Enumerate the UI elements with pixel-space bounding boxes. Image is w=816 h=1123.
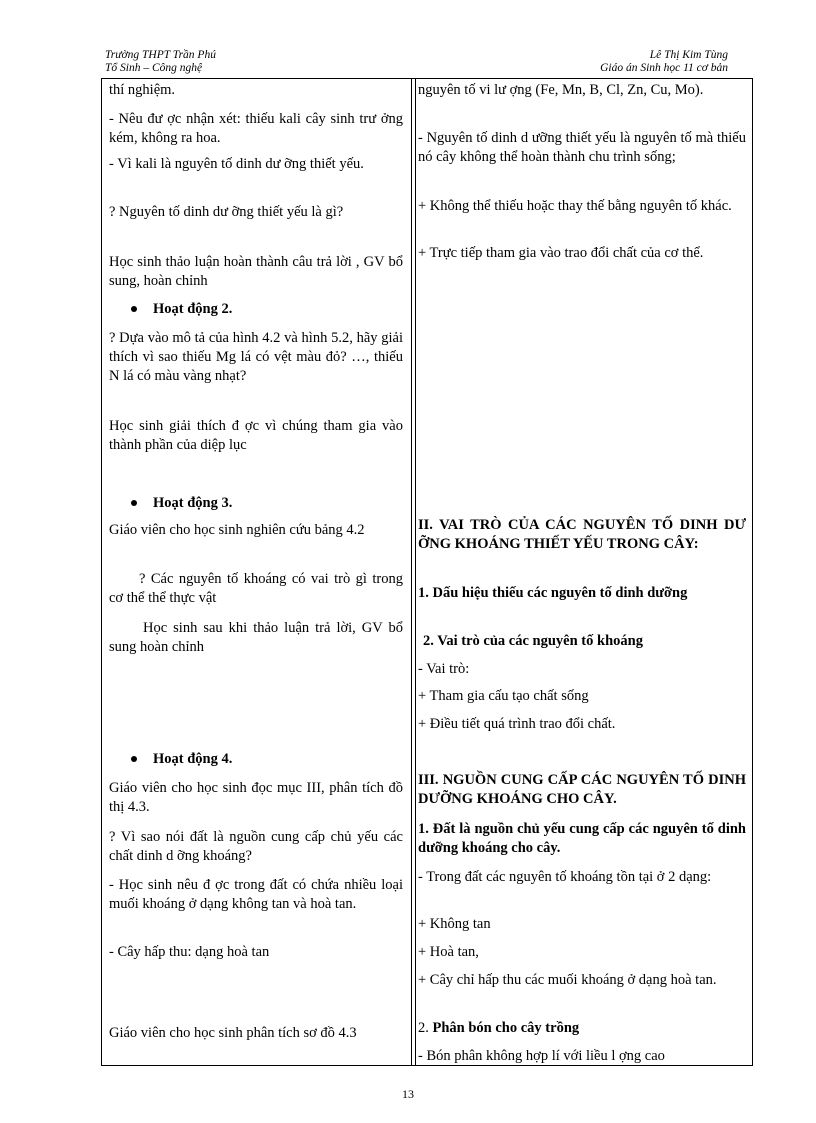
text-paragraph: - Nêu đư ợc nhận xét: thiếu kali cây sinh trư ởng kém, không ra hoa. <box>109 111 403 146</box>
text-paragraph: Học sinh giải thích đ ợc vì chúng tham gia vào thành phần của diệp lục <box>109 418 403 453</box>
text-paragraph: + Không thể thiếu hoặc thay thế bằng nguyên tố khác. <box>418 198 732 214</box>
bullet-icon <box>131 500 137 506</box>
text-paragraph: Giáo viên cho học sinh nghiên cứu bảng 4.2 <box>109 522 365 538</box>
text-paragraph: nguyên tố vi lư ợng (Fe, Mn, B, Cl, Zn, Cu, Mo). <box>418 82 704 98</box>
text-paragraph: Giáo viên cho học sinh đọc mục III, phân tích đồ thị 4.3. <box>109 780 403 815</box>
text-paragraph: + Cây chỉ hấp thu các muối khoáng ở dạng hoà tan. <box>418 972 717 988</box>
text-paragraph: Học sinh thảo luận hoàn thành câu trả lời , GV bổ sung, hoàn chỉnh <box>109 254 403 289</box>
bullet-icon <box>131 756 137 762</box>
text-paragraph: + Tham gia cấu tạo chất sống <box>418 688 589 704</box>
page-number: 13 <box>402 1087 414 1101</box>
page-header-right <box>600 49 728 75</box>
text-paragraph: - Vai trò: <box>418 661 470 677</box>
text-paragraph: - Học sinh nêu đ ợc trong đất có chứa nhiều loại muối khoáng ở dạng không tan và hoà tan. <box>109 877 403 912</box>
text-paragraph: + Hoà tan, <box>418 944 479 960</box>
section-heading-iii: III. NGUỒN CUNG CẤP CÁC NGUYÊN TỐ DINH DƯỠNG KHOÁNG CHO CÂY. <box>418 772 746 807</box>
subsection-heading: 2. Vai trò của các nguyên tố khoáng <box>423 633 643 649</box>
column-divider-inner <box>415 79 416 1065</box>
question-paragraph: ? Các nguyên tố khoáng có vai trò gì trong cơ thể thể thực vật <box>109 571 403 606</box>
subsection-heading: 1. Đất là nguồn chủ yếu cung cấp các nguyên tố dinh dưỡng khoáng cho cây. <box>418 821 746 856</box>
text-paragraph: - Nguyên tố dinh d ưỡng thiết yếu là nguyên tố mà thiếu nó cây không thể hoàn thành chu trình sống; <box>418 130 746 165</box>
text-paragraph: - Cây hấp thu: dạng hoà tan <box>109 944 270 960</box>
question-paragraph: ? Vì sao nói đất là nguồn cung cấp chủ yếu các chất dinh d ỡng khoáng? <box>109 829 403 864</box>
text-paragraph: + Trực tiếp tham gia vào trao đổi chất của cơ thể. <box>418 245 704 261</box>
section-heading-ii: II. VAI TRÒ CỦA CÁC NGUYÊN TỐ DINH DƯ ỠNG KHOÁNG THIẾT YẾU TRONG CÂY: <box>418 517 746 552</box>
activity-2-heading: Hoạt động 2. <box>109 300 232 319</box>
text-paragraph: thí nghiệm. <box>109 82 176 98</box>
subsection-heading: 1. Dấu hiệu thiếu các nguyên tố dinh dưỡng <box>418 585 688 601</box>
text-paragraph: + Điều tiết quá trình trao đổi chất. <box>418 716 616 732</box>
activity-3-heading: Hoạt động 3. <box>109 494 232 513</box>
school-name: Trường THPT Trần Phú <box>105 49 216 61</box>
text-paragraph: - Trong đất các nguyên tố khoáng tồn tại ở 2 dạng: <box>418 869 712 885</box>
department-name: Tổ Sinh – Công nghệ <box>105 62 203 74</box>
question-paragraph: ? Nguyên tố dinh dư ỡng thiết yếu là gì? <box>109 204 344 220</box>
bullet-icon <box>131 306 137 312</box>
text-paragraph: - Bón phân không hợp lí với liều l ợng cao <box>418 1048 665 1064</box>
text-paragraph: - Vì kali là nguyên tố dinh dư ỡng thiết yếu. <box>109 156 364 172</box>
text-paragraph: Học sinh sau khi thảo luận trả lời, GV bổ sung hoàn chỉnh <box>109 620 403 655</box>
author-name: Lê Thị Kim Tùng <box>649 49 728 61</box>
column-divider <box>411 79 412 1065</box>
activity-4-heading: Hoạt động 4. <box>109 750 232 769</box>
text-paragraph: + Không tan <box>418 916 491 932</box>
subsection-heading: 2. Phân bón cho cây trồng <box>418 1020 580 1036</box>
question-paragraph: ? Dựa vào mô tả của hình 4.2 và hình 5.2, hãy giải thích vì sao thiếu Mg lá có vệt màu đỏ? …, thiếu N lá có màu vàng nhạt? <box>109 330 403 384</box>
course-name: Giáo án Sinh học 11 cơ bản <box>600 62 728 74</box>
page-header-left <box>105 49 216 75</box>
text-paragraph: Giáo viên cho học sinh phân tích sơ đồ 4.3 <box>109 1025 357 1041</box>
lesson-table <box>101 78 753 1066</box>
